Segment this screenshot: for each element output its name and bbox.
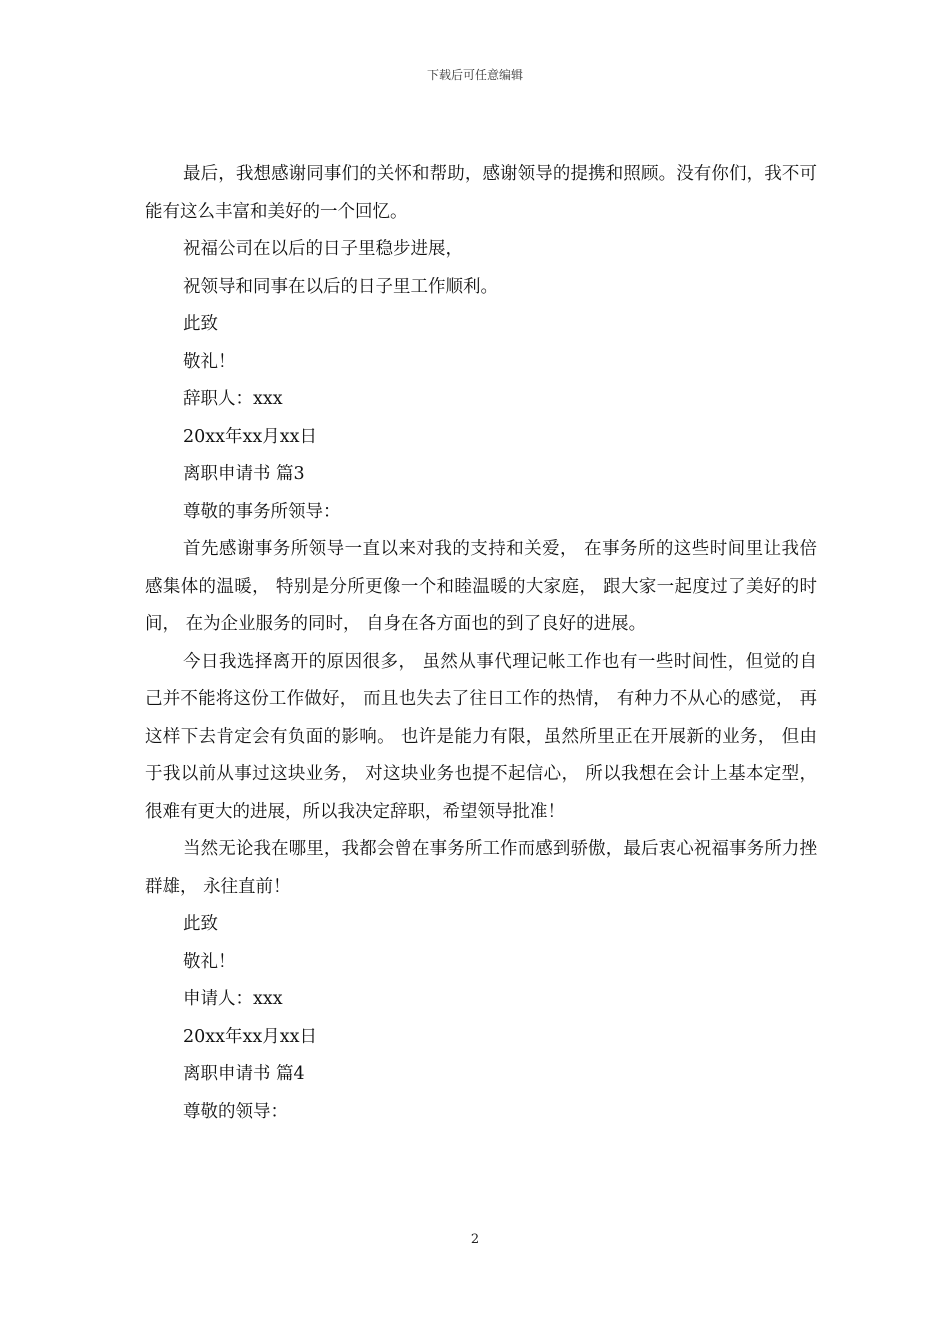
page-header-note: 下载后可任意编辑 [426, 68, 523, 82]
date-line: 20xx年xx月xx日 [183, 426, 317, 447]
closing-cizhi: 此致 [183, 314, 218, 334]
salutation-4: 尊敬的领导： [183, 1101, 288, 1122]
section-title-3: 离职申请书 篇3 [183, 464, 305, 484]
paragraph-wish-colleagues: 祝领导和同事在以后的日子里工作顺利。 [183, 276, 498, 297]
paragraph-reasons: 今日我选择离开的原因很多， 虽然从事代理记帐工作也有一些时间性，但觉的自己并不能将这份工作做好， 而且也失去了往日工作的热情， 有种力不从心的感觉， 再这样下去肯定会有负面的影响。 也许是能力有限，虽然所里正在开展新的业务， 但由于我以前从事过这块业务， 对这块业务也提不起信心， 所以我想在会计上基本定型， 很难有更大的进展，所以我决定辞职，希望领导批准！ [145, 651, 823, 822]
closing-jingli: 敬礼！ [183, 951, 236, 972]
date-line: 20xx年xx月xx日 [183, 1026, 317, 1047]
salutation-3: 尊敬的事务所领导： [183, 501, 341, 522]
section-title-4: 离职申请书 篇4 [183, 1064, 305, 1084]
signature-applicant: 申请人：xxx [183, 989, 283, 1009]
closing-cizhi: 此致 [183, 914, 218, 934]
document-body [145, 156, 823, 1131]
paragraph-thanks: 最后，我想感谢同事们的关怀和帮助，感谢领导的提携和照顾。没有你们，我不可能有这么丰富和美好的一个回忆。 [145, 164, 817, 222]
signature-resigner: 辞职人：xxx [183, 389, 283, 409]
paragraph-farewell: 当然无论我在哪里，我都会曾在事务所工作而感到骄傲，最后衷心祝福事务所力挫群雄， 永往直前！ [145, 839, 817, 897]
paragraph-wish-company: 祝福公司在以后的日子里稳步进展， [183, 239, 463, 259]
paragraph-gratitude: 首先感谢事务所领导一直以来对我的支持和关爱， 在事务所的这些时间里让我倍感集体的温暖， 特别是分所更像一个和睦温暖的大家庭， 跟大家一起度过了美好的时间， 在为企业服务的同时， 自身在各方面也的到了良好的进展。 [145, 539, 817, 634]
page-number: 2 [470, 1232, 480, 1247]
closing-jingli: 敬礼！ [183, 351, 236, 372]
